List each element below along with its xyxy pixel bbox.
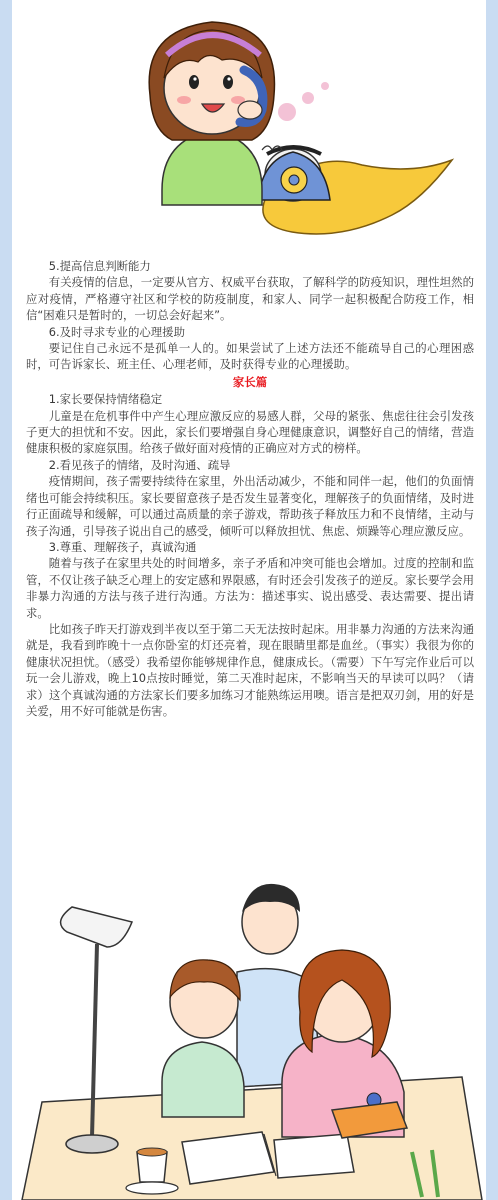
family-homework-illustration <box>12 852 486 1200</box>
subheading-parent-emotion: 1.家长要保持情绪稳定 <box>48 392 163 407</box>
paragraph: 要记住自己永远不是孤单一人的。如果尝试了上述方法还不能疏导自己的心理困惑时，可告诉家长、班主任、心理老师，及时获得专业的心理援助。 <box>26 341 474 372</box>
paragraph: 有关疫情的信息，一定要从官方、权威平台获取，了解科学的防疫知识，理性坦然的应对疫情，严格遵守社区和学校的防疫制度，和家人、同学一起积极配合防疫工作，相信“困难只是暂时的，一切总会好起来”。 <box>26 275 474 323</box>
article-body <box>26 258 474 719</box>
article-page <box>12 0 486 1200</box>
paragraph: 疫情期间，孩子需要持续待在家里，外出活动减少，不能和同伴一起，他们的负面情绪也可能会持续积压。家长要留意孩子是否发生显著变化，理解孩子的负面情绪，及时进行正面疏导和缓解，可以通过高质量的亲子游戏，帮助孩子释放压力和不良情绪，主动与孩子沟通，引导孩子说出自己的感受，倾听可以释放担忧、焦虑、烦躁等心理应激反应。 <box>26 474 474 538</box>
subheading-info-judgement: 5.提高信息判断能力 <box>48 259 151 273</box>
paragraph: 随着与孩子在家里共处的时间增多，亲子矛盾和冲突可能也会增加。过度的控制和监管，不仅让孩子缺乏心理上的安定感和界限感，有时还会引发孩子的逆反。家长要学会用非暴力沟通的方法与孩子进行沟通。方法为：描述事实、说出感受、表达需要、提出请求。 <box>26 556 474 620</box>
paragraph: 比如孩子昨天打游戏到半夜以至于第二天无法按时起床。用非暴力沟通的方法来沟通就是，我看到昨晚十一点你卧室的灯还亮着，现在眼睛里都是血丝。（事实）我很为你的健康状况担忧。（感受）我希望你能够规律作息，健康成长。（需要）下午写完作业后可以玩一会儿游戏，晚上10点按时睡觉，第二天准时起床，不影响当天的早读可以吗？（请求）这个真诚沟通的方法家长们要多加练习才能熟练运用噢。语言是把双刃剑，用的好是关爱，用不好可能就是伤害。 <box>26 621 474 718</box>
girl-telephone-illustration <box>12 0 486 250</box>
subheading-respect-child: 3.尊重、理解孩子，真诚沟通 <box>48 539 197 554</box>
section-title: 家长篇 <box>232 374 268 389</box>
subheading-professional-help: 6.及时寻求专业的心理援助 <box>48 324 185 339</box>
paragraph: 儿童是在危机事件中产生心理应激反应的易感人群，父母的紧张、焦虑往往会引发孩子更大的担忧和不安。因此，家长们要增强自身心理健康意识，调整好自己的情绪，营造健康积极的家庭氛围。给孩子做好面对疫情的正确应对方式的榜样。 <box>26 408 474 456</box>
subheading-see-child-emotion: 2.看见孩子的情绪，及时沟通、疏导 <box>48 457 231 472</box>
